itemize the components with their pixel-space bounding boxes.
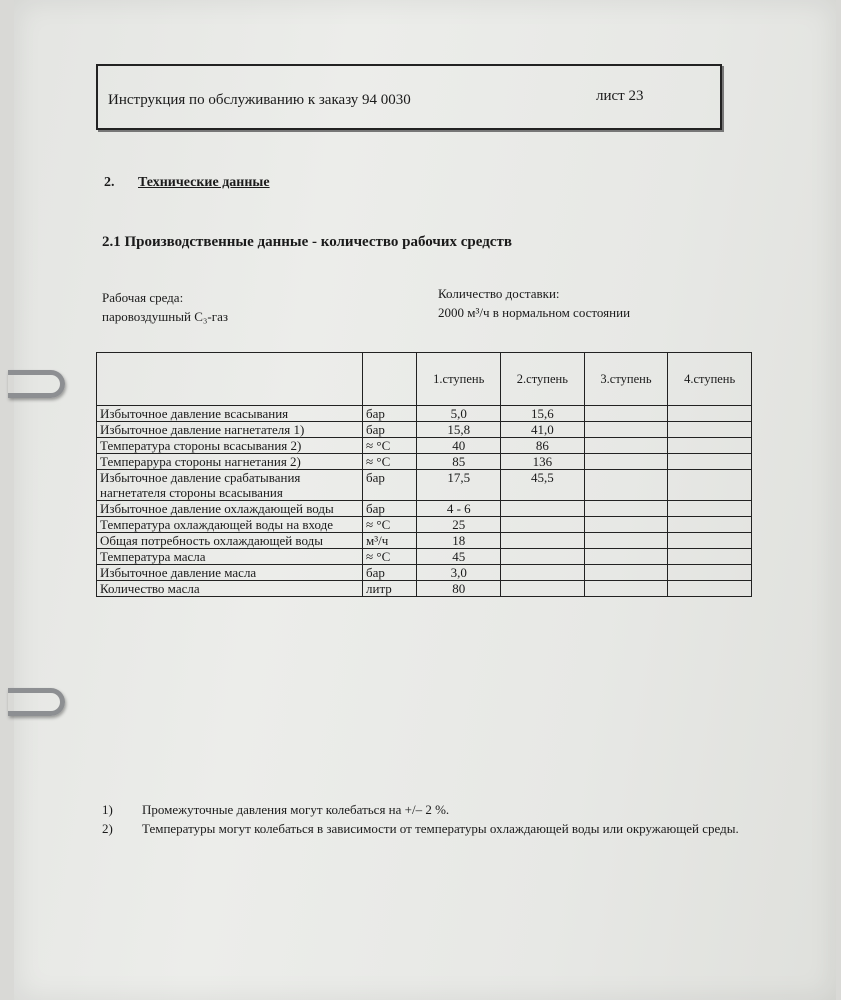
row-label: Избыточное давление охлаждающей воды: [97, 501, 363, 517]
technical-data-table: [96, 352, 752, 597]
row-unit: ≈ °C: [363, 454, 417, 470]
stage-3-value: [584, 517, 668, 533]
footnote-text: Температуры могут колебаться в зависимости от температуры охлаждающей воды или окружающей среды.: [142, 821, 739, 836]
row-label: Общая потребность охлаждающей воды: [97, 533, 363, 549]
table-row: [97, 438, 752, 454]
stage-4-value: [668, 517, 752, 533]
table-row: [97, 581, 752, 597]
column-header-stage-4: 4.ступень: [668, 353, 752, 406]
section-title: Технические данные: [138, 175, 270, 190]
row-unit: бар: [363, 470, 417, 501]
column-header: [97, 353, 363, 406]
stage-2-value: [501, 549, 585, 565]
stage-4-value: [668, 422, 752, 438]
column-header-stage-3: 3.ступень: [584, 353, 668, 406]
table-row: [97, 501, 752, 517]
stage-2-value: 136: [501, 454, 585, 470]
section-number: 2.: [104, 175, 115, 190]
working-medium-value: паровоздушный C₃-газ: [102, 309, 228, 324]
row-unit: бар: [363, 565, 417, 581]
delivery-value: 2000 м³/ч в нормальном состоянии: [438, 305, 631, 320]
stage-4-value: [668, 549, 752, 565]
delivery-quantity: [438, 284, 630, 322]
stage-3-value: [584, 422, 668, 438]
footnote-marker: 2): [102, 821, 113, 836]
stage-4-value: [668, 406, 752, 422]
row-unit: бар: [363, 422, 417, 438]
stage-1-value: 85: [417, 454, 501, 470]
stage-3-value: [584, 406, 668, 422]
footnotes: [102, 800, 762, 838]
stage-3-value: [584, 438, 668, 454]
row-label: Температура стороны всасывания 2): [97, 438, 363, 454]
stage-2-value: 15,6: [501, 406, 585, 422]
stage-3-value: [584, 533, 668, 549]
table-row: [97, 549, 752, 565]
stage-4-value: [668, 565, 752, 581]
stage-3-value: [584, 470, 668, 501]
stage-4-value: [668, 533, 752, 549]
stage-4-value: [668, 454, 752, 470]
table-row: [97, 533, 752, 549]
stage-2-value: [501, 533, 585, 549]
stage-2-value: 86: [501, 438, 585, 454]
stage-3-value: [584, 565, 668, 581]
stage-2-value: [501, 581, 585, 597]
working-medium-label: Рабочая среда:: [102, 290, 184, 305]
row-unit: м³/ч: [363, 533, 417, 549]
delivery-label: Количество доставки:: [438, 286, 560, 301]
column-header-stage-1: 1.ступень: [417, 353, 501, 406]
document-page: [14, 0, 836, 1000]
stage-3-value: [584, 454, 668, 470]
table-row: [97, 406, 752, 422]
stage-3-value: [584, 501, 668, 517]
table-row: [97, 565, 752, 581]
stage-1-value: 3,0: [417, 565, 501, 581]
row-label: Избыточное давление всасывания: [97, 406, 363, 422]
row-unit: литр: [363, 581, 417, 597]
row-unit: ≈ °C: [363, 517, 417, 533]
working-medium: [102, 288, 228, 326]
header-box: [96, 64, 722, 130]
row-unit: бар: [363, 406, 417, 422]
row-label: Температура охлаждающей воды на входе: [97, 517, 363, 533]
stage-2-value: 45,5: [501, 470, 585, 501]
column-header: [363, 353, 417, 406]
stage-1-value: 25: [417, 517, 501, 533]
table-row: [97, 454, 752, 470]
stage-1-value: 40: [417, 438, 501, 454]
row-unit: ≈ °C: [363, 549, 417, 565]
table-row: [97, 470, 752, 501]
stage-3-value: [584, 549, 668, 565]
row-label: Температура масла: [97, 549, 363, 565]
stage-1-value: 80: [417, 581, 501, 597]
footnote-marker: 1): [102, 802, 113, 817]
stage-4-value: [668, 438, 752, 454]
stage-3-value: [584, 581, 668, 597]
stage-2-value: [501, 565, 585, 581]
row-label: Количество масла: [97, 581, 363, 597]
row-label: Избыточное давление срабатывания нагнетателя стороны всасывания: [97, 470, 363, 501]
footnote: [102, 819, 762, 838]
stage-2-value: 41,0: [501, 422, 585, 438]
stage-2-value: [501, 501, 585, 517]
stage-2-value: [501, 517, 585, 533]
stage-1-value: 17,5: [417, 470, 501, 501]
row-label: Избыточное давление масла: [97, 565, 363, 581]
footnote-text: Промежуточные давления могут колебаться на +/– 2 %.: [142, 802, 450, 817]
stage-1-value: 15,8: [417, 422, 501, 438]
stage-1-value: 18: [417, 533, 501, 549]
row-unit: ≈ °C: [363, 438, 417, 454]
sheet-number: лист 23: [596, 88, 644, 104]
stage-1-value: 45: [417, 549, 501, 565]
binder-ring: [8, 370, 65, 398]
row-label: Темперарура стороны нагнетания 2): [97, 454, 363, 470]
header-title: Инструкция по обслуживанию к заказу 94 0030: [108, 92, 411, 108]
stage-1-value: 5,0: [417, 406, 501, 422]
footnote: [102, 800, 762, 819]
column-header-stage-2: 2.ступень: [501, 353, 585, 406]
stage-4-value: [668, 501, 752, 517]
row-unit: бар: [363, 501, 417, 517]
stage-1-value: 4 - 6: [417, 501, 501, 517]
binder-ring: [8, 688, 65, 716]
table-row: [97, 517, 752, 533]
row-label: Избыточное давление нагнетателя 1): [97, 422, 363, 438]
subsection-title: 2.1 Производственные данные - количество рабочих средств: [102, 234, 512, 250]
table-header-row: [97, 353, 752, 406]
stage-4-value: [668, 470, 752, 501]
stage-4-value: [668, 581, 752, 597]
table-row: [97, 422, 752, 438]
